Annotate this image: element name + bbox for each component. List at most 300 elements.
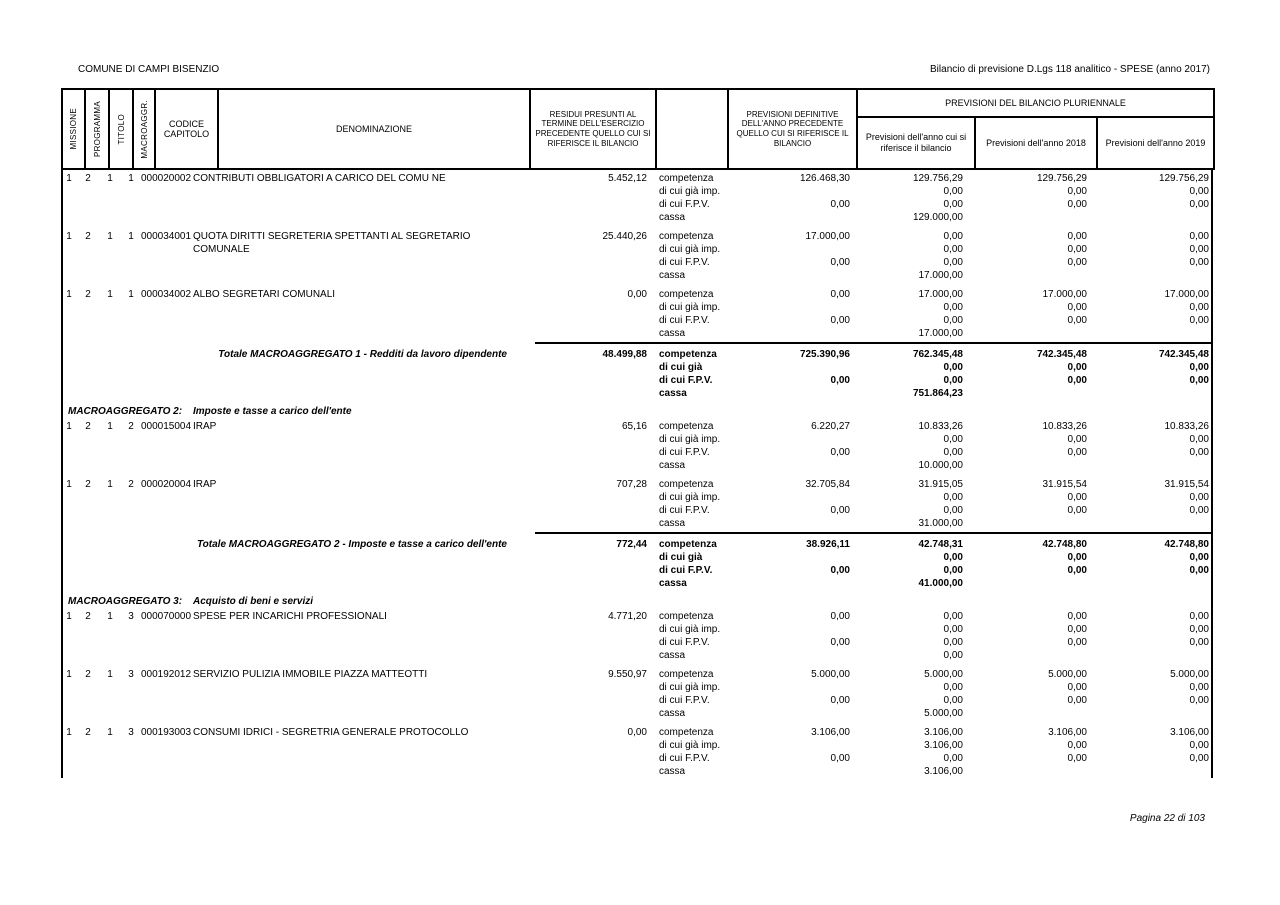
cell-previsioni-riferimento: 5.000,00 <box>924 669 963 680</box>
cell-previsioni-2018: 0,00 <box>1067 231 1087 242</box>
line-label: di cui F.P.V. <box>659 565 713 576</box>
cell-macroaggr: 2 <box>128 421 134 432</box>
detail-line <box>63 374 1211 387</box>
col-header-pluriennale: PREVISIONI DEL BILANCIO PLURIENNALE <box>857 89 1214 117</box>
cell-missione: 1 <box>66 611 72 622</box>
cell-previsioni-definitive: 6.220,27 <box>811 421 850 432</box>
cell-previsioni-2019: 0,00 <box>1189 199 1209 210</box>
line-label: di cui F.P.V. <box>659 695 710 706</box>
cell-previsioni-2018: 0,00 <box>1067 637 1087 648</box>
cell-missione: 1 <box>66 727 72 738</box>
col-header-macroaggr-label: MACROAGGR. <box>139 99 149 159</box>
line-label: di cui già imp. <box>659 434 721 445</box>
line-label: di cui già imp. <box>659 244 721 255</box>
cell-previsioni-definitive: 32.705,84 <box>805 479 850 490</box>
cell-previsioni-riferimento: 0,00 <box>943 624 963 635</box>
cell-previsioni-2018: 42.748,80 <box>1042 539 1087 550</box>
cell-programma: 2 <box>85 421 91 432</box>
detail-line <box>63 269 1211 282</box>
document-title: COMUNE DI CAMPI BISENZIO <box>78 64 220 75</box>
budget-row <box>63 420 1211 472</box>
col-header-prev-2019: Previsioni dell'anno 2019 <box>1097 117 1214 169</box>
cell-previsioni-definitive: 0,00 <box>830 505 850 516</box>
cell-titolo: 1 <box>107 231 113 242</box>
cell-previsioni-riferimento: 31.915,05 <box>918 479 963 490</box>
cell-previsioni-definitive: 0,00 <box>830 447 850 458</box>
line-label: di cui già imp. <box>659 186 721 197</box>
cell-previsioni-2018: 3.106,00 <box>1048 727 1087 738</box>
section-row <box>63 595 1211 608</box>
cell-previsioni-riferimento: 17.000,00 <box>918 328 963 339</box>
cell-residui: 9.550,97 <box>608 669 647 680</box>
line-label: di cui già imp. <box>659 682 721 693</box>
detail-line <box>63 211 1211 224</box>
line-label: cassa <box>659 708 686 719</box>
cell-previsioni-riferimento: 0,00 <box>943 231 963 242</box>
detail-line <box>63 707 1211 720</box>
cell-previsioni-riferimento: 0,00 <box>943 611 963 622</box>
detail-line <box>63 446 1211 459</box>
cell-residui: 5.452,12 <box>608 173 647 184</box>
col-header-titolo-label: TITOLO <box>116 113 126 145</box>
col-header-programma <box>85 89 109 169</box>
cell-previsioni-riferimento: 0,00 <box>943 315 963 326</box>
detail-line <box>63 185 1211 198</box>
cell-previsioni-2018: 0,00 <box>1067 624 1087 635</box>
budget-row <box>63 478 1211 530</box>
cell-programma: 2 <box>85 669 91 680</box>
cell-previsioni-riferimento: 0,00 <box>943 434 963 445</box>
detail-line <box>63 610 1211 623</box>
cell-previsioni-2018: 0,00 <box>1067 753 1087 764</box>
cell-previsioni-riferimento: 762.345,48 <box>912 349 963 360</box>
detail-line <box>63 387 1211 400</box>
cell-codice-capitolo: 000192012 <box>141 669 192 680</box>
cell-previsioni-definitive: 0,00 <box>830 257 850 268</box>
col-header-voce <box>656 89 728 169</box>
cell-previsioni-riferimento: 129.000,00 <box>912 212 963 223</box>
detail-line <box>63 198 1211 211</box>
cell-macroaggr: 2 <box>128 479 134 490</box>
total-row <box>63 342 1211 400</box>
cell-previsioni-definitive: 0,00 <box>830 289 850 300</box>
detail-line <box>63 577 1211 590</box>
cell-previsioni-definitive: 0,00 <box>830 695 850 706</box>
cell-previsioni-2018: 5.000,00 <box>1048 669 1087 680</box>
detail-line <box>63 551 1211 564</box>
line-label: competenza <box>659 669 714 680</box>
cell-previsioni-definitive: 38.926,11 <box>806 539 850 550</box>
page-number: Pagina 22 di 103 <box>1129 813 1205 824</box>
detail-line <box>63 649 1211 662</box>
line-label: cassa <box>659 212 686 223</box>
cell-previsioni-2018: 0,00 <box>1067 434 1087 445</box>
cell-previsioni-2019: 0,00 <box>1189 624 1209 635</box>
cell-previsioni-2018: 10.833,26 <box>1042 421 1087 432</box>
cell-previsioni-definitive: 5.000,00 <box>811 669 850 680</box>
table-body <box>61 170 1213 778</box>
cell-previsioni-2019: 5.000,00 <box>1170 669 1209 680</box>
col-header-codice-capitolo: CODICE CAPITOLO <box>155 89 218 169</box>
line-label: di cui F.P.V. <box>659 637 710 648</box>
cell-previsioni-2019: 0,00 <box>1189 315 1209 326</box>
cell-macroaggr: 3 <box>128 727 134 738</box>
line-label: cassa <box>659 650 686 661</box>
detail-line <box>63 504 1211 517</box>
cell-previsioni-riferimento: 17.000,00 <box>918 270 963 281</box>
cell-previsioni-2019: 0,00 <box>1189 695 1209 706</box>
cell-denominazione: IRAP <box>193 479 217 490</box>
cell-previsioni-riferimento: 3.106,00 <box>924 766 963 777</box>
cell-previsioni-2019: 0,00 <box>1189 244 1209 255</box>
cell-programma: 2 <box>85 231 91 242</box>
line-label: di cui F.P.V. <box>659 505 710 516</box>
cell-codice-capitolo: 000020002 <box>141 173 192 184</box>
detail-line <box>63 517 1211 530</box>
line-label: cassa <box>659 766 686 777</box>
budget-table-header <box>61 88 1215 170</box>
cell-previsioni-riferimento: 0,00 <box>943 552 963 563</box>
line-label: competenza <box>659 539 717 550</box>
budget-row <box>63 726 1211 778</box>
cell-previsioni-2018: 129.756,29 <box>1036 173 1087 184</box>
cell-denominazione: IRAP <box>193 421 217 432</box>
detail-line <box>63 668 1211 681</box>
detail-line <box>63 301 1211 314</box>
cell-previsioni-2019: 0,00 <box>1189 375 1209 386</box>
cell-previsioni-2018: 742.345,48 <box>1036 349 1087 360</box>
cell-previsioni-riferimento: 3.106,00 <box>924 740 963 751</box>
line-label: competenza <box>659 231 714 242</box>
cell-previsioni-2019: 10.833,26 <box>1164 421 1209 432</box>
cell-previsioni-2019: 3.106,00 <box>1170 727 1209 738</box>
cell-previsioni-2018: 0,00 <box>1067 682 1087 693</box>
col-header-programma-label: PROGRAMMA <box>92 100 102 158</box>
cell-previsioni-2018: 0,00 <box>1067 199 1087 210</box>
total-label: Totale MACROAGGREGATO 1 - Redditi da lavoro dipendente <box>218 349 507 360</box>
cell-titolo: 1 <box>107 289 113 300</box>
cell-programma: 2 <box>85 611 91 622</box>
cell-previsioni-2019: 0,00 <box>1189 186 1209 197</box>
detail-line <box>63 327 1211 340</box>
cell-previsioni-2018: 0,00 <box>1067 552 1087 563</box>
cell-missione: 1 <box>66 289 72 300</box>
cell-previsioni-2019: 129.756,29 <box>1158 173 1209 184</box>
col-header-previsioni-definitive: PREVISIONI DEFINITIVE DELL'ANNO PRECEDENTE QUELLO CUI SI RIFERISCE IL BILANCIO <box>728 89 857 169</box>
section-label: MACROAGGREGATO 2: <box>68 406 183 417</box>
line-label: cassa <box>659 460 686 471</box>
cell-previsioni-riferimento: 0,00 <box>943 244 963 255</box>
cell-previsioni-definitive: 3.106,00 <box>811 727 850 738</box>
cell-previsioni-2019: 0,00 <box>1189 447 1209 458</box>
col-header-prev-riferimento: Previsioni dell'anno cui si riferisce il bilancio <box>857 117 975 169</box>
cell-previsioni-riferimento: 10.000,00 <box>918 460 963 471</box>
cell-previsioni-riferimento: 0,00 <box>943 447 963 458</box>
cell-previsioni-riferimento: 0,00 <box>943 362 963 373</box>
cell-previsioni-2019: 42.748,80 <box>1164 539 1209 550</box>
cell-previsioni-riferimento: 0,00 <box>943 492 963 503</box>
cell-previsioni-2019: 0,00 <box>1189 552 1209 563</box>
detail-line <box>63 172 1211 185</box>
cell-previsioni-2019: 0,00 <box>1189 492 1209 503</box>
detail-line <box>63 256 1211 269</box>
budget-row <box>63 172 1211 224</box>
cell-previsioni-2019: 0,00 <box>1189 611 1209 622</box>
col-header-missione-label: MISSIONE <box>69 108 78 150</box>
cell-previsioni-riferimento: 5.000,00 <box>924 708 963 719</box>
cell-codice-capitolo: 000070000 <box>141 611 192 622</box>
line-label: di cui già imp. <box>659 740 721 751</box>
cell-programma: 2 <box>85 289 91 300</box>
cell-previsioni-riferimento: 0,00 <box>943 199 963 210</box>
cell-macroaggr: 1 <box>128 289 134 300</box>
cell-codice-capitolo: 000034001 <box>141 231 192 242</box>
cell-previsioni-2018: 0,00 <box>1067 611 1087 622</box>
cell-previsioni-riferimento: 42.748,31 <box>918 539 963 550</box>
cell-previsioni-2019: 0,00 <box>1189 740 1209 751</box>
cell-previsioni-2019: 0,00 <box>1189 637 1209 648</box>
cell-previsioni-definitive: 0,00 <box>830 199 850 210</box>
line-label: competenza <box>659 289 714 300</box>
cell-previsioni-definitive: 725.390,96 <box>799 349 850 360</box>
detail-line <box>63 739 1211 752</box>
cell-previsioni-riferimento: 0,00 <box>943 650 963 661</box>
cell-previsioni-2018: 0,00 <box>1067 302 1087 313</box>
budget-row <box>63 230 1211 282</box>
cell-previsioni-riferimento: 17.000,00 <box>918 289 963 300</box>
report-title: Bilancio di previsione D.Lgs 118 analitico - SPESE (anno 2017) <box>930 64 1210 75</box>
line-label: di cui F.P.V. <box>659 257 710 268</box>
cell-previsioni-riferimento: 751.864,23 <box>912 388 963 399</box>
cell-denominazione: CONTRIBUTI OBBLIGATORI A CARICO DEL COMU NE <box>193 173 446 184</box>
cell-previsioni-2018: 0,00 <box>1067 375 1087 386</box>
col-header-residui: RESIDUI PRESUNTI AL TERMINE DELL'ESERCIZIO PRECEDENTE QUELLO CUI SI RIFERISCE IL BILANCIO <box>530 89 656 169</box>
detail-line <box>63 433 1211 446</box>
cell-previsioni-riferimento: 129.756,29 <box>912 173 963 184</box>
cell-missione: 1 <box>66 669 72 680</box>
cell-titolo: 1 <box>107 727 113 738</box>
detail-line <box>63 459 1211 472</box>
cell-residui: 25.440,26 <box>602 231 647 242</box>
line-label: competenza <box>659 349 717 360</box>
cell-macroaggr: 1 <box>128 231 134 242</box>
detail-line <box>63 538 1211 551</box>
line-label: competenza <box>659 727 714 738</box>
cell-residui: 0,00 <box>627 727 647 738</box>
total-rule-line <box>535 532 1211 534</box>
line-label: di cui F.P.V. <box>659 199 710 210</box>
detail-line <box>63 623 1211 636</box>
detail-line <box>63 314 1211 327</box>
cell-previsioni-definitive: 0,00 <box>830 315 850 326</box>
cell-programma: 2 <box>85 479 91 490</box>
cell-previsioni-2019: 31.915,54 <box>1164 479 1209 490</box>
cell-previsioni-2019: 0,00 <box>1189 565 1209 576</box>
total-label: Totale MACROAGGREGATO 2 - Imposte e tasse a carico dell'ente <box>196 539 507 550</box>
cell-previsioni-definitive: 0,00 <box>830 753 850 764</box>
detail-line <box>63 765 1211 778</box>
section-description: Imposte e tasse a carico dell'ente <box>193 406 352 417</box>
detail-line <box>63 478 1211 491</box>
total-row <box>63 532 1211 590</box>
budget-row <box>63 288 1211 340</box>
cell-macroaggr: 3 <box>128 611 134 622</box>
cell-previsioni-2018: 0,00 <box>1067 740 1087 751</box>
cell-macroaggr: 1 <box>128 173 134 184</box>
cell-denominazione: SPESE PER INCARICHI PROFESSIONALI <box>193 611 387 622</box>
cell-previsioni-2018: 0,00 <box>1067 257 1087 268</box>
cell-previsioni-riferimento: 41.000,00 <box>918 578 963 589</box>
cell-residui: 48.499,88 <box>602 349 647 360</box>
line-label: cassa <box>659 518 686 529</box>
section-row <box>63 405 1211 418</box>
col-header-prev-2018: Previsioni dell'anno 2018 <box>975 117 1097 169</box>
line-label: di cui già imp. <box>659 302 721 313</box>
detail-line <box>63 726 1211 739</box>
detail-line <box>63 681 1211 694</box>
detail-line <box>63 288 1211 301</box>
cell-previsioni-riferimento: 0,00 <box>943 257 963 268</box>
section-label: MACROAGGREGATO 3: <box>68 596 183 607</box>
cell-previsioni-2018: 0,00 <box>1067 492 1087 503</box>
detail-line <box>63 694 1211 707</box>
cell-previsioni-definitive: 0,00 <box>830 375 850 386</box>
cell-previsioni-2019: 0,00 <box>1189 682 1209 693</box>
col-header-titolo <box>109 89 133 169</box>
cell-previsioni-riferimento: 31.000,00 <box>918 518 963 529</box>
line-label: cassa <box>659 578 687 589</box>
line-label: di cui già imp. <box>659 492 721 503</box>
cell-previsioni-definitive: 0,00 <box>830 637 850 648</box>
cell-previsioni-2019: 0,00 <box>1189 434 1209 445</box>
detail-line <box>63 636 1211 649</box>
col-header-missione <box>62 89 85 169</box>
cell-denominazione: ALBO SEGRETARI COMUNALI <box>193 289 336 300</box>
cell-missione: 1 <box>66 479 72 490</box>
line-label: competenza <box>659 173 714 184</box>
detail-line <box>63 361 1211 374</box>
cell-previsioni-2018: 0,00 <box>1067 186 1087 197</box>
line-label: di cui F.P.V. <box>659 447 710 458</box>
line-label: cassa <box>659 388 687 399</box>
cell-codice-capitolo: 000034002 <box>141 289 192 300</box>
cell-previsioni-2019: 0,00 <box>1189 505 1209 516</box>
cell-codice-capitolo: 000015004 <box>141 421 192 432</box>
cell-residui: 0,00 <box>627 289 647 300</box>
cell-residui: 4.771,20 <box>608 611 647 622</box>
detail-line <box>63 491 1211 504</box>
cell-residui: 707,28 <box>616 479 647 490</box>
cell-previsioni-riferimento: 0,00 <box>943 565 963 576</box>
cell-previsioni-riferimento: 10.833,26 <box>918 421 963 432</box>
cell-previsioni-definitive: 126.468,30 <box>799 173 850 184</box>
cell-missione: 1 <box>66 231 72 242</box>
budget-row <box>63 610 1211 662</box>
cell-denominazione: QUOTA DIRITTI SEGRETERIA SPETTANTI AL SEGRETARIO COMUNALE <box>193 231 471 255</box>
cell-previsioni-riferimento: 0,00 <box>943 682 963 693</box>
detail-line <box>63 230 1211 243</box>
col-header-macroaggr <box>133 89 155 169</box>
cell-previsioni-riferimento: 0,00 <box>943 753 963 764</box>
budget-row <box>63 668 1211 720</box>
cell-programma: 2 <box>85 173 91 184</box>
cell-titolo: 1 <box>107 611 113 622</box>
line-label: cassa <box>659 270 686 281</box>
detail-line <box>63 564 1211 577</box>
cell-previsioni-2019: 0,00 <box>1189 753 1209 764</box>
cell-previsioni-riferimento: 0,00 <box>943 637 963 648</box>
cell-titolo: 1 <box>107 421 113 432</box>
line-label: competenza <box>659 611 714 622</box>
line-label: di cui già imp. <box>659 624 721 635</box>
cell-residui: 772,44 <box>616 539 647 550</box>
cell-previsioni-2018: 0,00 <box>1067 362 1087 373</box>
cell-previsioni-2018: 31.915,54 <box>1042 479 1087 490</box>
cell-previsioni-2018: 0,00 <box>1067 315 1087 326</box>
cell-previsioni-2018: 0,00 <box>1067 447 1087 458</box>
cell-titolo: 1 <box>107 669 113 680</box>
cell-previsioni-2019: 0,00 <box>1189 302 1209 313</box>
line-label: cassa <box>659 328 686 339</box>
cell-programma: 2 <box>85 727 91 738</box>
cell-residui: 65,16 <box>621 421 647 432</box>
cell-previsioni-2018: 0,00 <box>1067 505 1087 516</box>
cell-codice-capitolo: 000193003 <box>141 727 192 738</box>
cell-previsioni-2019: 742.345,48 <box>1158 349 1209 360</box>
line-label: di cui F.P.V. <box>659 375 713 386</box>
detail-line <box>63 420 1211 433</box>
cell-previsioni-riferimento: 0,00 <box>943 505 963 516</box>
cell-previsioni-2018: 0,00 <box>1067 244 1087 255</box>
cell-previsioni-riferimento: 0,00 <box>943 302 963 313</box>
cell-previsioni-definitive: 0,00 <box>830 565 850 576</box>
total-rule-line <box>535 342 1211 344</box>
detail-line <box>63 243 1211 256</box>
line-label: di cui F.P.V. <box>659 753 710 764</box>
cell-macroaggr: 3 <box>128 669 134 680</box>
cell-previsioni-2019: 17.000,00 <box>1164 289 1209 300</box>
detail-line <box>63 752 1211 765</box>
line-label: competenza <box>659 479 714 490</box>
cell-previsioni-2019: 0,00 <box>1189 362 1209 373</box>
cell-previsioni-riferimento: 0,00 <box>943 375 963 386</box>
cell-previsioni-2019: 0,00 <box>1189 231 1209 242</box>
cell-previsioni-2018: 17.000,00 <box>1042 289 1087 300</box>
line-label: di cui già <box>659 362 703 373</box>
cell-denominazione: CONSUMI IDRICI - SEGRETRIA GENERALE PROTOCOLLO <box>193 727 469 738</box>
line-label: di cui già <box>659 552 703 563</box>
line-label: competenza <box>659 421 714 432</box>
cell-missione: 1 <box>66 421 72 432</box>
col-header-denominazione: DENOMINAZIONE <box>218 89 530 169</box>
line-label: di cui F.P.V. <box>659 315 710 326</box>
cell-previsioni-2018: 0,00 <box>1067 565 1087 576</box>
detail-line <box>63 348 1211 361</box>
cell-previsioni-2018: 0,00 <box>1067 695 1087 706</box>
cell-previsioni-riferimento: 0,00 <box>943 186 963 197</box>
section-description: Acquisto di beni e servizi <box>193 596 314 607</box>
cell-previsioni-riferimento: 3.106,00 <box>924 727 963 738</box>
cell-denominazione: SERVIZIO PULIZIA IMMOBILE PIAZZA MATTEOTTI <box>193 669 428 680</box>
cell-previsioni-riferimento: 0,00 <box>943 695 963 706</box>
cell-titolo: 1 <box>107 479 113 490</box>
cell-codice-capitolo: 000020004 <box>141 479 192 490</box>
cell-titolo: 1 <box>107 173 113 184</box>
cell-previsioni-definitive: 0,00 <box>830 611 850 622</box>
cell-missione: 1 <box>66 173 72 184</box>
cell-previsioni-definitive: 17.000,00 <box>805 231 850 242</box>
cell-previsioni-2019: 0,00 <box>1189 257 1209 268</box>
